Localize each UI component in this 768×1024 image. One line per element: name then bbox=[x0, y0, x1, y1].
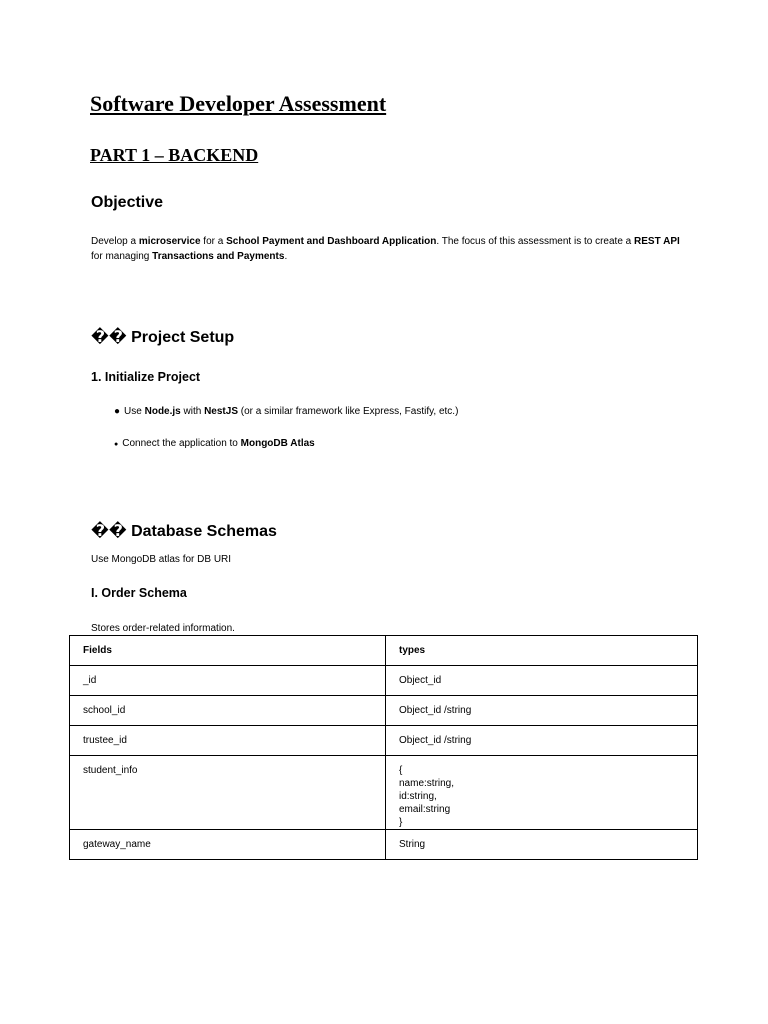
type-cell: Object_id bbox=[386, 666, 698, 696]
table-row bbox=[70, 756, 698, 830]
table-row bbox=[70, 666, 698, 696]
bullet-icon: ● bbox=[114, 441, 119, 448]
bullet-icon: ● bbox=[114, 406, 121, 417]
project-setup-heading: �� Project Setup bbox=[91, 329, 235, 346]
database-schemas-heading: �� Database Schemas bbox=[91, 523, 277, 540]
field-cell: _id bbox=[70, 666, 386, 696]
field-cell: student_info bbox=[70, 756, 386, 830]
order-schema-heading: I. Order Schema bbox=[91, 586, 187, 600]
field-cell: trustee_id bbox=[70, 726, 386, 756]
part-heading: PART 1 – BACKEND bbox=[90, 145, 259, 165]
field-cell: school_id bbox=[70, 696, 386, 726]
column-header-types: types bbox=[386, 636, 698, 666]
document-title: Software Developer Assessment bbox=[90, 91, 387, 116]
column-header-fields: Fields bbox=[70, 636, 386, 666]
bullet-item-mongodb: ● Connect the application to MongoDB Atlas bbox=[114, 436, 315, 452]
type-cell: Object_id /string bbox=[386, 726, 698, 756]
table-header-row bbox=[70, 636, 698, 666]
field-cell: gateway_name bbox=[70, 830, 386, 860]
table-row bbox=[70, 830, 698, 860]
objective-paragraph-line-2: for managing Transactions and Payments. bbox=[91, 251, 288, 262]
objective-paragraph-line-1: Develop a microservice for a School Payment and Dashboard Application. The focus of this assessment is to create a REST API bbox=[91, 236, 680, 247]
type-cell: String bbox=[386, 830, 698, 860]
initialize-project-subheading: 1. Initialize Project bbox=[91, 370, 201, 384]
table-row bbox=[70, 726, 698, 756]
table-row bbox=[70, 696, 698, 726]
type-cell: Object_id /string bbox=[386, 696, 698, 726]
db-uri-note: Use MongoDB atlas for DB URI bbox=[91, 554, 232, 565]
type-cell: { name:string, id:string, email:string } bbox=[386, 756, 698, 830]
bullet-item-nodejs: ● Use Node.js with NestJS (or a similar framework like Express, Fastify, etc.) bbox=[114, 406, 459, 417]
objective-heading: Objective bbox=[91, 194, 164, 211]
order-schema-description: Stores order-related information. bbox=[91, 623, 235, 634]
order-schema-table bbox=[69, 635, 698, 860]
